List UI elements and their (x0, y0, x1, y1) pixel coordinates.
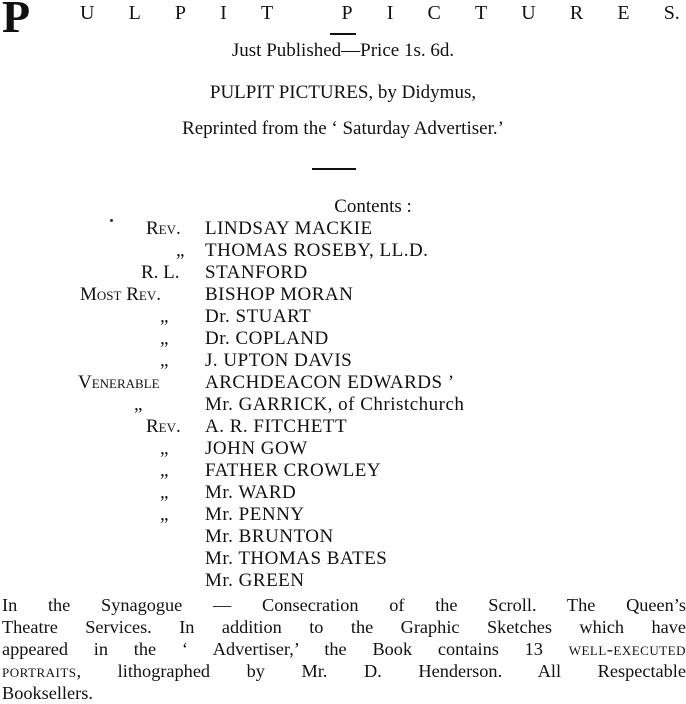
entry-name: Mr. PENNY (205, 504, 305, 525)
paragraph-line (2, 660, 686, 682)
entry-prefix: „ (134, 394, 143, 415)
entry-name: Mr. THOMAS BATES (205, 548, 388, 569)
contents-entry (0, 504, 686, 526)
masthead-letter: L (128, 2, 141, 24)
price-line: Just Published—Price 1s. 6d. (231, 40, 455, 61)
paragraph-line: In the Synagogue — Consecration of the Scroll. The Queen’s (2, 595, 686, 615)
masthead-letter: I (386, 2, 394, 24)
masthead-letter: U (80, 2, 95, 24)
entry-prefix: Most Rev. (80, 284, 161, 305)
masthead-letter: P (174, 2, 187, 24)
contents-entry (0, 218, 686, 240)
masthead-letter: T (474, 2, 488, 24)
masthead-letter: R (569, 2, 584, 24)
masthead-initial: P (2, 0, 31, 42)
entry-prefix: „ (160, 350, 169, 371)
paragraph-text: appeared in the ‘ Advertiser,’ the Book contains 13 (2, 639, 569, 659)
contents-entry (0, 570, 686, 592)
contents-entry (0, 328, 686, 350)
entry-name: Mr. GARRICK, of Christchurch (205, 394, 465, 415)
contents-entry (0, 350, 686, 372)
entry-prefix: Rev. (146, 416, 181, 437)
entry-name: Mr. WARD (205, 482, 297, 503)
masthead-letter: C (427, 2, 441, 24)
entry-name: BISHOP MORAN (205, 284, 354, 305)
entry-name: THOMAS ROSEBY, LL.D. (205, 240, 429, 261)
masthead-letter: P (341, 2, 353, 24)
entry-prefix: „ (160, 460, 169, 481)
entry-prefix: „ (160, 504, 169, 525)
entry-name: Mr. GREEN (205, 570, 305, 591)
paragraph-last-line: Booksellers. (2, 683, 93, 703)
contents-entry (0, 460, 686, 482)
small-caps-text: well-executed (568, 639, 686, 659)
contents-entry (0, 526, 686, 548)
contents-entry (0, 240, 686, 262)
contents-entry (0, 306, 686, 328)
divider (312, 168, 356, 170)
entry-prefix: „ (160, 306, 169, 327)
entry-name: JOHN GOW (205, 438, 308, 459)
paragraph-line: Theatre Services. In addition to the Graphic Sketches which have (2, 617, 686, 637)
contents-entry (0, 284, 686, 306)
reprint-line: Reprinted from the ‘ Saturday Advertiser.’ (182, 118, 504, 139)
entry-name: Dr. COPLAND (205, 328, 329, 349)
paragraph-text: , lithographed by Mr. D. Henderson. All Respectable (76, 661, 686, 681)
entry-prefix: R. L. (141, 262, 180, 283)
contents-entry (0, 482, 686, 504)
contents-entry (0, 394, 686, 416)
title-line: PULPIT PICTURES, by Didymus, (209, 82, 477, 103)
entry-prefix: „ (160, 438, 169, 459)
contents-heading: Contents : (334, 196, 412, 217)
contents-entry (0, 438, 686, 460)
divider-short (330, 33, 356, 35)
masthead-letter: T (260, 2, 274, 24)
small-caps-text: portraits (2, 661, 77, 681)
entry-name: Mr. BRUNTON (205, 526, 334, 547)
entry-prefix: „ (176, 240, 185, 261)
entry-prefix: Rev. (146, 218, 181, 239)
masthead-letter: S. (663, 2, 680, 24)
description-paragraph (2, 594, 686, 704)
entry-name: LINDSAY MACKIE (205, 218, 373, 239)
contents-entry (0, 548, 686, 570)
masthead-letter: U (521, 2, 536, 24)
entry-prefix: „ (160, 482, 169, 503)
contents-entry (0, 416, 686, 438)
entry-name: STANFORD (205, 262, 308, 283)
entry-prefix: Venerable (78, 372, 160, 393)
masthead-spaced-title (80, 2, 680, 25)
paragraph-line (2, 638, 686, 660)
entry-name: ARCHDEACON EDWARDS ’ (205, 372, 455, 393)
entry-name: J. UPTON DAVIS (205, 350, 353, 371)
entry-name: FATHER CROWLEY (205, 460, 382, 481)
entry-name: A. R. FITCHETT (205, 416, 348, 437)
entry-name: Dr. STUART (205, 306, 312, 327)
contents-entry (0, 262, 686, 284)
contents-entry (0, 372, 686, 394)
entry-prefix: „ (160, 328, 169, 349)
masthead-letter: E (617, 2, 630, 24)
masthead-letter: I (220, 2, 227, 24)
